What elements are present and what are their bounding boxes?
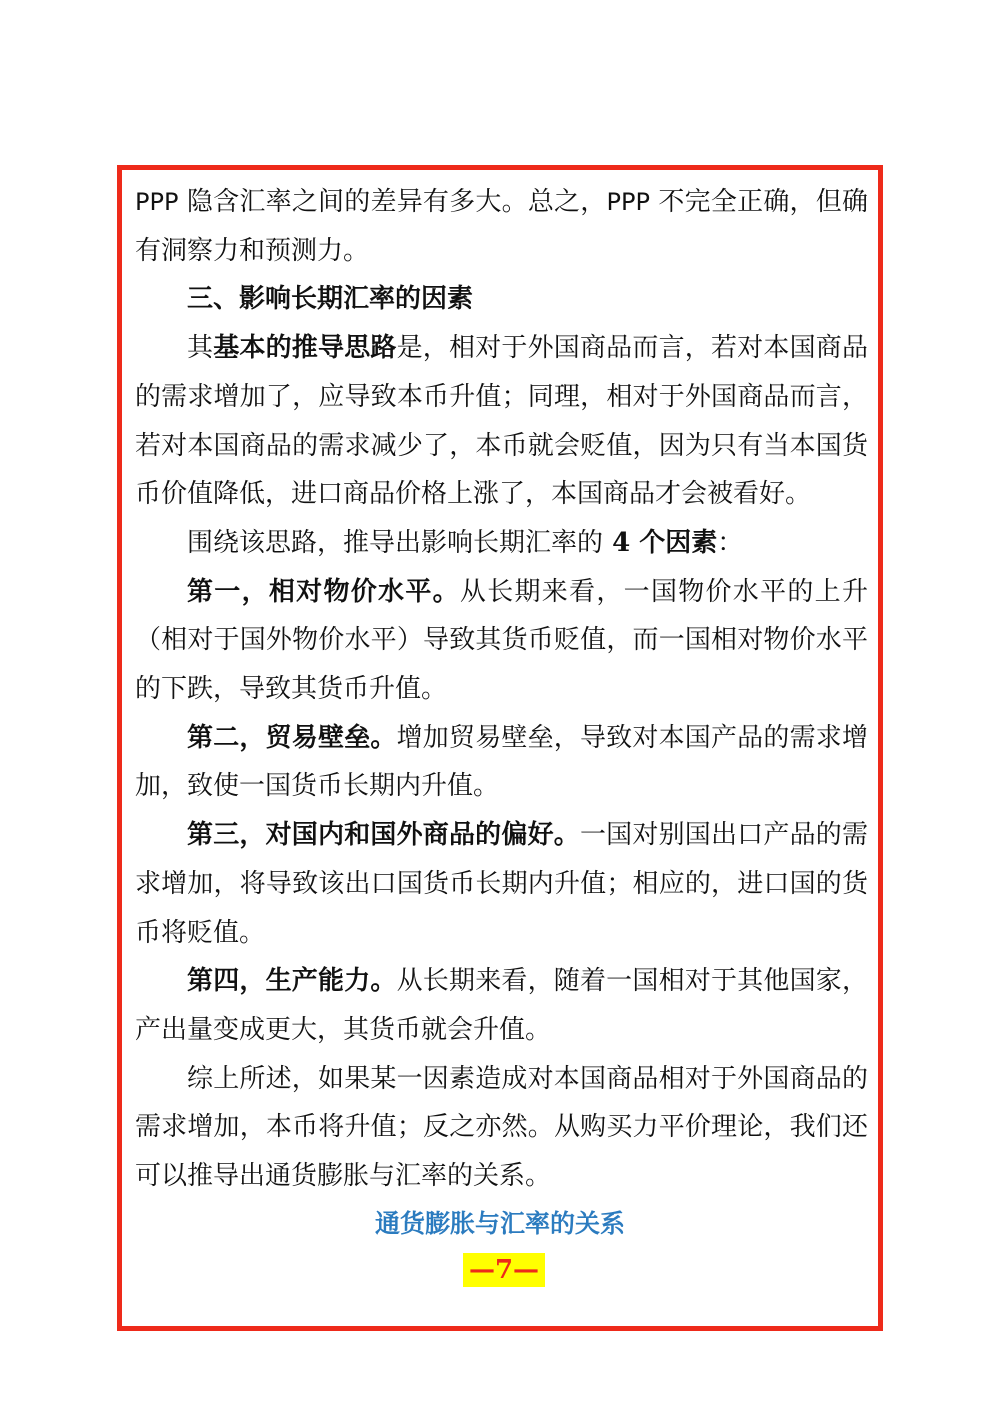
paragraph-factor-3 [135, 811, 868, 957]
factor-text: 增加贸易壁垒，导致对本国产品的需求增加，致使一国货币长期内升值。 [135, 722, 868, 802]
bold-term: 4 个因素 [603, 527, 718, 558]
factor-text: 从长期来看，随着一国相对于其他国家，产出量变成更大，其货币就会升值。 [135, 966, 868, 1045]
page-number: —7— [463, 1253, 545, 1287]
paragraph-four-factors-intro [135, 519, 868, 568]
text-run: ： [717, 527, 744, 558]
paragraph-factor-1 [135, 568, 868, 714]
paragraph-ppp-conclusion [135, 178, 868, 275]
factor-text: 一国对别国出口产品的需求增加，将导致该出口国货币长期内升值；相应的，进口国的货币将贬值。 [135, 820, 868, 948]
ppp-term: PPP [135, 188, 179, 216]
ppp-term: PPP [606, 188, 650, 216]
factor-label: 第二，贸易壁垒。 [187, 722, 397, 753]
text-run: 围绕该思路，推导出影响长期汇率的 [187, 527, 604, 558]
paragraph-factor-4 [135, 957, 868, 1054]
section-heading: 三、影响长期汇率的因素 [187, 284, 474, 315]
document-body [135, 178, 868, 1201]
text-run: 不完全正确，但确有洞察力和预测力。 [135, 187, 869, 266]
factor-text: 从长期来看，一国物价水平的上升（相对于国外物价水平）导致其货币贬值，而一国相对物价水平的下跌，导致其货币升值。 [135, 576, 868, 705]
paragraph-factor-2 [135, 714, 868, 811]
factor-label: 第四，生产能力。 [187, 966, 397, 997]
paragraph-basic-idea [135, 324, 868, 519]
text-run: 隐含汇率之间的差异有多大。总之， [178, 187, 607, 217]
bold-term: 基本的推导思路 [213, 333, 397, 364]
text-run: 是，相对于外国商品而言，若对本国商品的需求增加了，应导致本币升值；同理，相对于外国商品而言，若对本国商品的需求减少了，本币就会贬值，因为只有当本国货币价值降低，进口商品价格上涨了，本国商品才会被看好。 [135, 333, 868, 510]
paragraph-summary: 综上所述，如果某一因素造成对本国商品相对于外国商品的需求增加，本币将升值；反之亦然。从购买力平价理论，我们还可以推导出通货膨胀与汇率的关系。 [135, 1063, 868, 1192]
text-run: 其 [187, 333, 214, 364]
factor-label: 第三，对国内和国外商品的偏好。 [187, 820, 580, 851]
footer-title: 通货膨胀与汇率的关系 [374, 1209, 625, 1238]
factor-label: 第一，相对物价水平。 [187, 576, 460, 607]
